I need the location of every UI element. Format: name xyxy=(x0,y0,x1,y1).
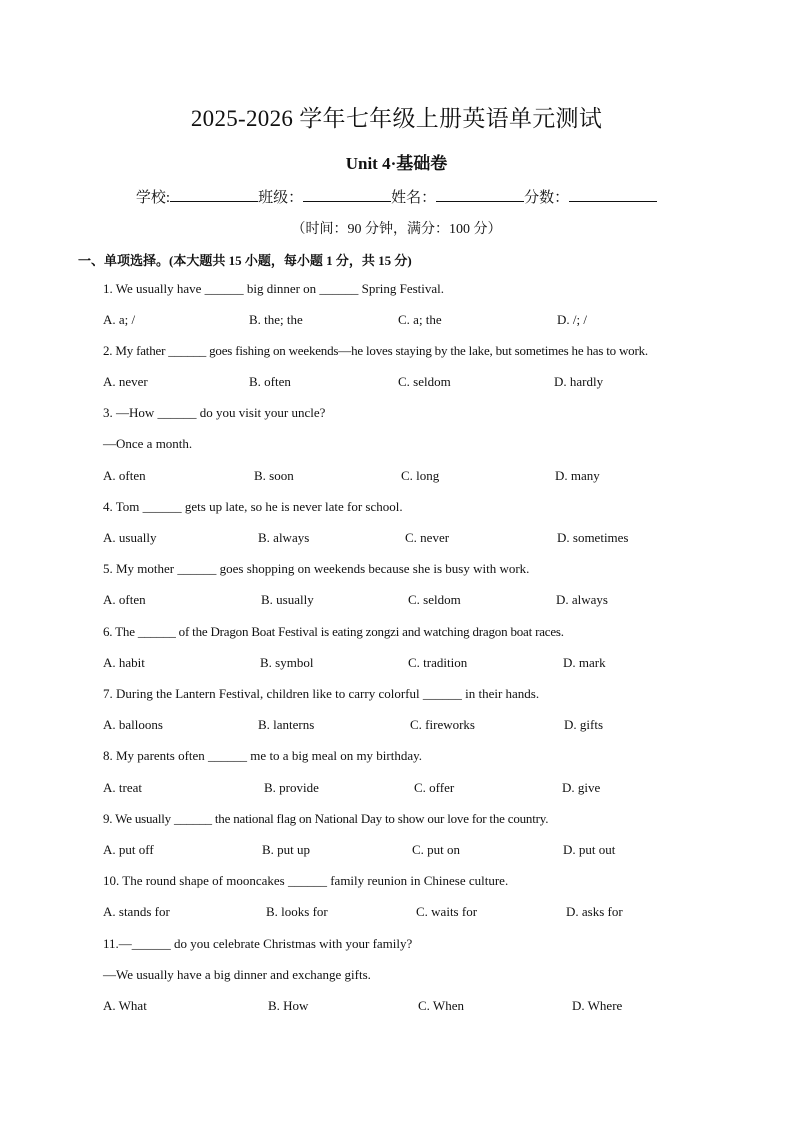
q8-option-c[interactable]: C. offer xyxy=(414,780,455,795)
q6-option-a[interactable]: A. habit xyxy=(103,655,145,670)
question-10: 10. The round shape of mooncakes ______ family reunion in Chinese culture. xyxy=(103,873,509,888)
question-7: 7. During the Lantern Festival, children like to carry colorful ______ in their hands. xyxy=(103,686,540,701)
q7-option-c[interactable]: C. fireworks xyxy=(410,717,475,732)
page-title: 2025-2026 学年七年级上册英语单元测试 xyxy=(190,106,603,131)
q4-option-b[interactable]: B. always xyxy=(258,530,310,545)
q4-option-c[interactable]: C. never xyxy=(405,530,450,545)
q2-option-b[interactable]: B. often xyxy=(249,374,291,389)
q6-option-d[interactable]: D. mark xyxy=(563,655,606,670)
q1-option-a[interactable]: A. a; / xyxy=(103,312,136,327)
question-9: 9. We usually ______ the national flag on National Day to show our love for the country. xyxy=(103,811,549,826)
school-blank[interactable] xyxy=(170,189,258,202)
time-info: （时间：90 分钟，满分：100 分） xyxy=(291,222,502,237)
q9-option-b[interactable]: B. put up xyxy=(262,842,311,857)
q3-option-c[interactable]: C. long xyxy=(401,468,440,483)
q10-option-b[interactable]: B. looks for xyxy=(266,904,328,919)
q9-option-c[interactable]: C. put on xyxy=(412,842,461,857)
q5-option-a[interactable]: A. often xyxy=(103,592,146,607)
q10-option-a[interactable]: A. stands for xyxy=(103,904,170,919)
q10-option-d[interactable]: D. asks for xyxy=(566,904,623,919)
question-11-answer-line: —We usually have a big dinner and exchange gifts. xyxy=(103,967,371,982)
q6-option-c[interactable]: C. tradition xyxy=(408,655,468,670)
q5-option-c[interactable]: C. seldom xyxy=(408,592,461,607)
question-11: 11.—______ do you celebrate Christmas with your family? xyxy=(103,936,413,951)
question-4: 4. Tom ______ gets up late, so he is never late for school. xyxy=(103,499,403,514)
unit-subtitle: Unit 4·基础卷 xyxy=(345,154,448,173)
q11-option-c[interactable]: C. When xyxy=(418,998,464,1013)
q3-option-b[interactable]: B. soon xyxy=(254,468,294,483)
q4-option-d[interactable]: D. sometimes xyxy=(557,530,629,545)
class-label: 班级： xyxy=(258,190,304,206)
q8-option-b[interactable]: B. provide xyxy=(264,780,319,795)
question-6: 6. The ______ of the Dragon Boat Festival is eating zongzi and watching dragon boat races. xyxy=(103,624,564,639)
q7-option-a[interactable]: A. balloons xyxy=(103,717,163,732)
question-1: 1. We usually have ______ big dinner on ______ Spring Festival. xyxy=(103,281,445,296)
q3-option-d[interactable]: D. many xyxy=(555,468,600,483)
question-8: 8. My parents often ______ me to a big meal on my birthday. xyxy=(103,748,423,763)
q8-option-d[interactable]: D. give xyxy=(562,780,601,795)
q11-option-b[interactable]: B. How xyxy=(268,998,309,1013)
q6-option-b[interactable]: B. symbol xyxy=(260,655,314,670)
q10-option-c[interactable]: C. waits for xyxy=(416,904,478,919)
student-info-line xyxy=(0,186,793,207)
q5-option-d[interactable]: D. always xyxy=(556,592,608,607)
q1-option-d[interactable]: D. /; / xyxy=(557,312,587,327)
q1-option-b[interactable]: B. the; the xyxy=(249,312,303,327)
q11-option-a[interactable]: A. What xyxy=(103,998,147,1013)
score-blank[interactable] xyxy=(569,189,657,202)
q2-option-d[interactable]: D. hardly xyxy=(554,374,604,389)
name-label: 姓名： xyxy=(391,190,437,206)
name-blank[interactable] xyxy=(436,189,524,202)
q3-option-a[interactable]: A. often xyxy=(103,468,146,483)
q5-option-b[interactable]: B. usually xyxy=(261,592,314,607)
q9-option-d[interactable]: D. put out xyxy=(563,842,616,857)
class-blank[interactable] xyxy=(303,189,391,202)
question-3: 3. —How ______ do you visit your uncle? xyxy=(103,405,326,420)
q8-option-a[interactable]: A. treat xyxy=(103,780,142,795)
question-3-answer-line: —Once a month. xyxy=(103,436,193,451)
question-5: 5. My mother ______ goes shopping on weekends because she is busy with work. xyxy=(103,561,530,576)
question-2: 2. My father ______ goes fishing on weekends—he loves staying by the lake, but sometimes he has to work. xyxy=(103,343,648,358)
q9-option-a[interactable]: A. put off xyxy=(103,842,154,857)
q11-option-d[interactable]: D. Where xyxy=(572,998,623,1013)
score-label: 分数： xyxy=(524,190,570,206)
q2-option-c[interactable]: C. seldom xyxy=(398,374,451,389)
section-title: 一、单项选择。(本大题共 15 小题，每小题 1 分，共 15 分) xyxy=(78,253,412,268)
school-label: 学校: xyxy=(135,190,171,206)
q4-option-a[interactable]: A. usually xyxy=(103,530,157,545)
q7-option-d[interactable]: D. gifts xyxy=(564,717,603,732)
q1-option-c[interactable]: C. a; the xyxy=(398,312,442,327)
q7-option-b[interactable]: B. lanterns xyxy=(258,717,315,732)
q2-option-a[interactable]: A. never xyxy=(103,374,148,389)
